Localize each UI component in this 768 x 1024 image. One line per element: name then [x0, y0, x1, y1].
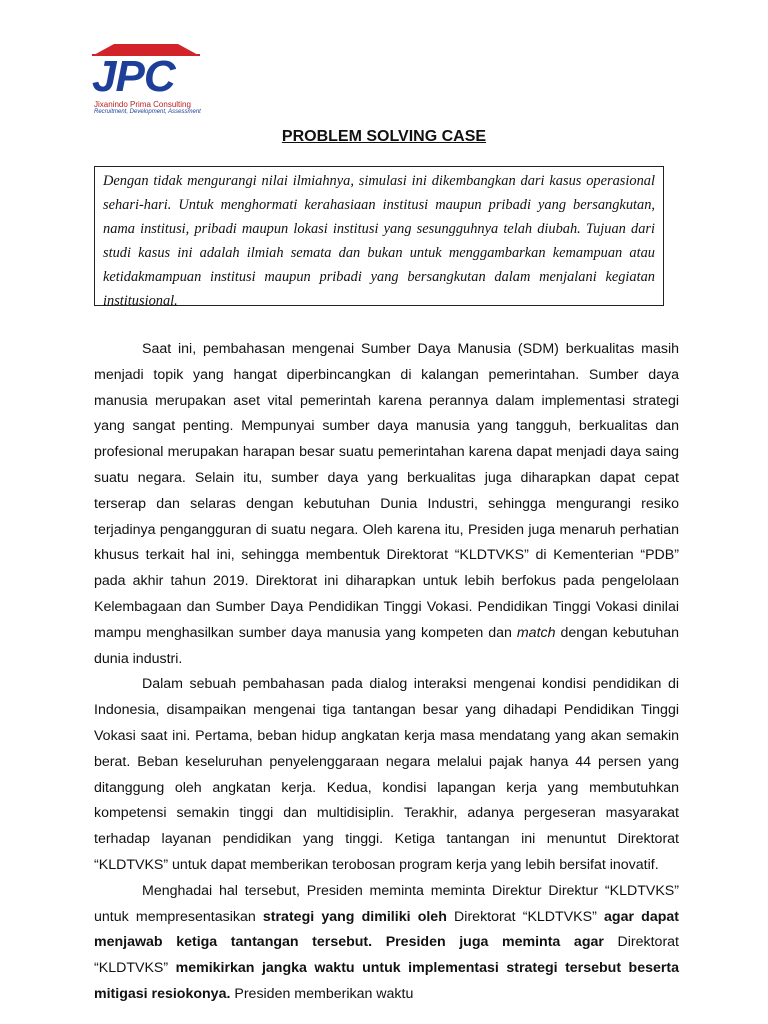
paragraph-3-b: strategi yang dimiliki oleh	[262, 908, 447, 925]
paragraph-3-d: agar dapat menjawab ketiga tantangan tersebut. Presiden juga meminta agar	[94, 908, 679, 951]
paragraph-3-c: Direktorat “KLDTVKS”	[446, 908, 605, 925]
paragraph-3-f: memikirkan jangka waktu untuk implementasi strategi tersebut beserta mitigasi resiokonya.	[94, 960, 680, 1002]
paragraph-3-e: Direktorat “KLDTVKS”	[94, 934, 679, 977]
document-body	[94, 337, 679, 1008]
page-title: PROBLEM SOLVING CASE	[281, 128, 487, 145]
disclaimer-box: Dengan tidak mengurangi nilai ilmiahnya, simulasi ini dikembangkan dari kasus operasional sehari-hari. Untuk menghormati kerahasiaan institusi maupun pribadi yang bersangkutan, nama institusi, pribadi maupun lokasi institusi yang sesungguhnya telah diubah. Tujuan dari studi kasus ini adalah ilmiah semata dan bukan untuk menggambarkan kemampuan atau ketidakmampuan institusi maupun pribadi yang bersangkutan dalam menjalani kegiatan institusional.	[94, 166, 664, 306]
paragraph-3-a: Menghadai hal tersebut, Presiden meminta meminta Direktur Direktur “KLDTVKS” untuk mempresentasikan	[94, 882, 679, 925]
logo-subtitle: Jixanindo Prima Consulting	[94, 100, 191, 109]
paragraph-3	[94, 879, 679, 1008]
paragraph-1-emphasis: match	[516, 624, 556, 641]
paragraph-3-g: Presiden memberikan waktu	[230, 985, 414, 1002]
paragraph-1	[94, 337, 679, 672]
logo-text: JPC	[92, 52, 175, 101]
paragraph-2: Dalam sebuah pembahasan pada dialog interaksi mengenai kondisi pendidikan di Indonesia, disampaikan mengenai tiga tantangan besar yang dihadapi Pendidikan Tinggi Vokasi saat ini. Pertama, beban hidup angkatan kerja masa mendatang yang akan semakin berat. Beban keseluruhan penyelenggaraan negara melalui pajak hanya 44 persen yang ditanggung oleh angkatan kerja. Kedua, kondisi lapangan kerja yang membutuhkan kompetensi semakin tinggi dan multidisiplin. Terakhir, adanya pergeseran masyarakat terhadap layanan pendidikan yang tinggi. Ketiga tantangan ini menuntut Direktorat “KLDTVKS” untuk dapat memberikan terobosan program kerja yang lebih bersifat inovatif.	[94, 676, 679, 873]
paragraph-1-end: dengan kebutuhan dunia industri.	[94, 624, 680, 667]
paragraph-1-text: Saat ini, pembahasan mengenai Sumber Daya Manusia (SDM) berkualitas masih menjadi topik yang hangat diperbincangkan di kalangan pemerintahan. Sumber daya manusia merupakan aset vital pemerintah karena perannya dalam implementasi strategi yang sangat penting. Mempunyai sumber daya manusia yang tangguh, berkualitas dan profesional merupakan harapan besar suatu pemerintahan karena dapat menjadi daya saing suatu negara. Selain itu, sumber daya yang berkualitas juga diharapkan dapat cepat terserap dan selaras dengan kebutuhan Dunia Industri, sehingga mengurangi resiko terjadinya pengangguran di suatu negara. Oleh karena itu, Presiden juga menaruh perhatian khusus terkait hal ini, sehingga membentuk Direktorat “KLDTVKS” di Kementerian “PDB” pada akhir tahun 2019. Direktorat ini diharapkan untuk lebih berfokus pada pengelolaan Kelembagaan dan Sumber Daya Pendidikan Tinggi Vokasi. Pendidikan Tinggi Vokasi dinilai mampu menghasilkan sumber daya manusia yang kompeten dan	[94, 341, 679, 641]
logo-tagline: Recruitment, Development, Assessment	[94, 109, 201, 115]
company-logo	[92, 42, 202, 118]
